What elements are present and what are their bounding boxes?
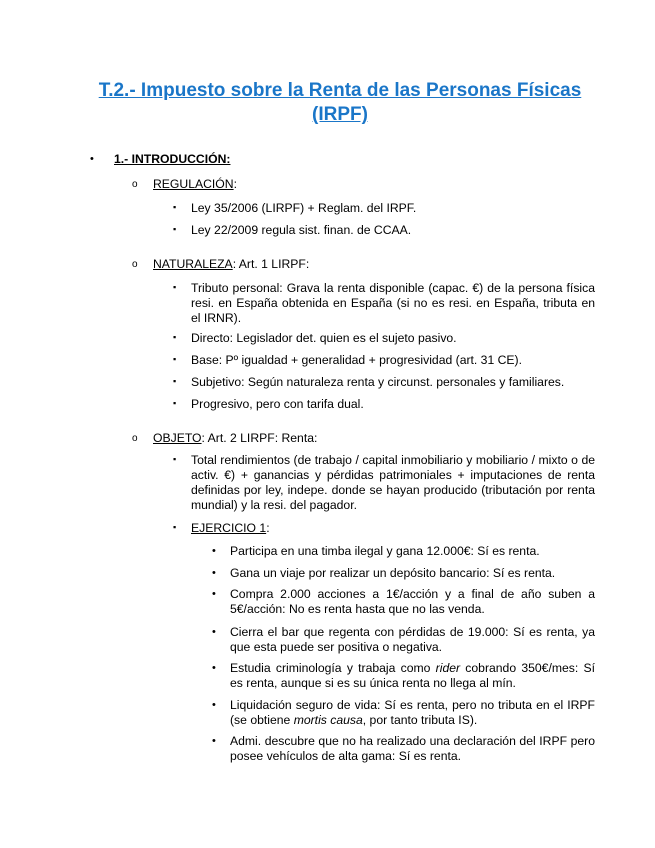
square-bullet-icon: ▪ bbox=[173, 282, 177, 292]
dot-bullet-icon: • bbox=[212, 626, 216, 638]
square-bullet-icon: ▪ bbox=[173, 376, 177, 386]
ejercicio-suffix: : bbox=[266, 521, 270, 535]
subsection-suffix: : Art. 2 LIRPF: Renta: bbox=[201, 431, 318, 445]
ejercicio-emphasis: rider bbox=[435, 661, 461, 675]
dot-bullet-icon: • bbox=[212, 699, 216, 711]
list-item-text: Tributo personal: Grava la renta disponible (capac. €) de la persona física resi. en España obtenida en España (si no es resi. en España, tributa en el IRNR). bbox=[191, 281, 595, 325]
circle-bullet-icon: o bbox=[132, 179, 138, 190]
subsection-label: OBJETO bbox=[153, 431, 202, 445]
square-bullet-icon: ▪ bbox=[173, 398, 177, 408]
title-line-2: (IRPF) bbox=[312, 104, 368, 125]
ejercicio-text: Gana un viaje por realizar un depósito bancario: Sí es renta. bbox=[230, 566, 556, 580]
ejercicio-text: Participa en una timba ilegal y gana 12.000€: Sí es renta. bbox=[230, 544, 540, 558]
ejercicio-text: Estudia criminología y trabaja como rider cobrando 350€/mes: Sí es renta, aunque si es su única renta no llega al mín. bbox=[230, 661, 595, 690]
section-heading: 1.- INTRODUCCIÓN: bbox=[114, 152, 231, 166]
list-item-text: Subjetivo: Según naturaleza renta y circunst. personales y familiares. bbox=[191, 375, 565, 389]
circle-bullet-icon: o bbox=[132, 433, 138, 444]
circle-bullet-icon: o bbox=[132, 259, 138, 270]
subsection-label: REGULACIÓN bbox=[153, 177, 234, 191]
square-bullet-icon: ▪ bbox=[173, 332, 177, 342]
list-item-text: Ley 22/2009 regula sist. finan. de CCAA. bbox=[191, 223, 412, 237]
list-item-text: Directo: Legislador det. quien es el sujeto pasivo. bbox=[191, 331, 457, 345]
ejercicio-emphasis: mortis causa bbox=[293, 713, 363, 727]
square-bullet-icon: ▪ bbox=[173, 522, 177, 532]
subsection-suffix: : Art. 1 LIRPF: bbox=[232, 257, 310, 271]
square-bullet-icon: ▪ bbox=[173, 202, 177, 212]
dot-bullet-icon: • bbox=[212, 567, 216, 579]
dot-bullet-icon: • bbox=[212, 545, 216, 557]
title-line-1: T.2.- Impuesto sobre la Renta de las Personas Físicas bbox=[98, 80, 582, 101]
list-item-text: Progresivo, pero con tarifa dual. bbox=[191, 397, 364, 411]
subsection-suffix: : bbox=[233, 177, 237, 191]
square-bullet-icon: ▪ bbox=[173, 354, 177, 364]
dot-bullet-icon: • bbox=[212, 735, 216, 747]
list-item-text: Ley 35/2006 (LIRPF) + Reglam. del IRPF. bbox=[191, 201, 417, 215]
ejercicio-text: Compra 2.000 acciones a 1€/acción y a final de año suben a 5€/acción: No es renta hasta que no las venda. bbox=[230, 587, 595, 616]
document-title bbox=[60, 79, 620, 127]
ejercicio-text: Liquidación seguro de vida: Sí es renta, pero no tributa en el IRPF (se obtiene mortis causa, por tanto tributa IS). bbox=[230, 698, 595, 727]
ejercicio-text: Admi. descubre que no ha realizado una declaración del IRPF pero posee vehículos de alta gama: Sí es renta. bbox=[230, 734, 595, 763]
bullet-icon: • bbox=[90, 153, 94, 165]
subsection-label: NATURALEZA bbox=[153, 257, 233, 271]
square-bullet-icon: ▪ bbox=[173, 454, 177, 464]
dot-bullet-icon: • bbox=[212, 662, 216, 674]
list-item-text: Base: Pº igualdad + generalidad + progresividad (art. 31 CE). bbox=[191, 353, 523, 367]
ejercicio-label: EJERCICIO 1 bbox=[191, 521, 267, 535]
ejercicio-text: Cierra el bar que regenta con pérdidas de 19.000: Sí es renta, ya que esta puede ser positiva o negativa. bbox=[230, 625, 595, 654]
list-item-text: Total rendimientos (de trabajo / capital inmobiliario y mobiliario / mixto o de activ. €) + ganancias y pérdidas patrimoniales + imputaciones de renta definidas por ley, indepe. donde se hayan producido (tributación por renta mundial) y la resi. del pagador. bbox=[191, 453, 595, 512]
dot-bullet-icon: • bbox=[212, 588, 216, 600]
square-bullet-icon: ▪ bbox=[173, 224, 177, 234]
